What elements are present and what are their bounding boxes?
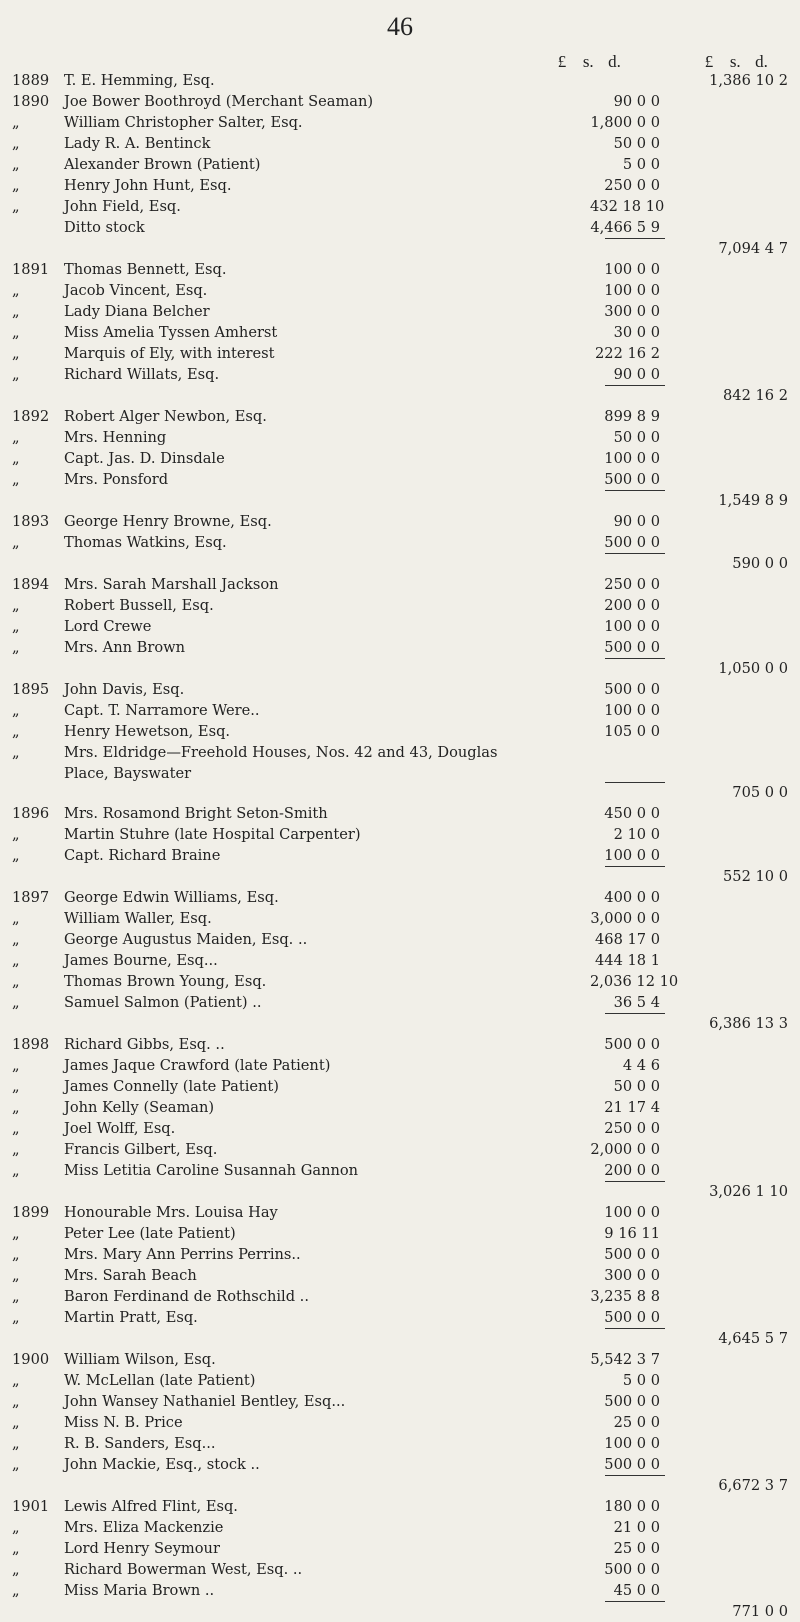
page-number: 46 (387, 12, 413, 41)
entry-amount: 100 0 0 (604, 1435, 660, 1452)
year-total: 4,645 5 7 (718, 1330, 788, 1347)
entry-amount: 500 0 0 (604, 681, 660, 698)
donation-row (0, 616, 800, 637)
donor-name: Mrs. Henning (64, 429, 167, 446)
subtotal-row (0, 490, 800, 511)
donor-name: William Wilson, Esq. (64, 1351, 216, 1368)
year-total: 705 0 0 (732, 784, 788, 801)
donation-row (0, 196, 800, 217)
donor-name: Thomas Brown Young, Esq. (64, 973, 267, 990)
entry-amount: 90 0 0 (613, 93, 660, 110)
donor-name: Honourable Mrs. Louisa Hay (64, 1204, 278, 1221)
entry-year: „ (12, 847, 20, 864)
entry-amount: 100 0 0 (604, 450, 660, 467)
entry-year: 1892 (12, 408, 50, 425)
entry-year: „ (12, 1582, 20, 1599)
donation-row (0, 217, 800, 238)
entry-year: „ (12, 1288, 20, 1305)
subtotal-row (0, 1601, 800, 1622)
entry-amount: 500 0 0 (604, 1036, 660, 1053)
donation-row (0, 1244, 800, 1265)
donation-row (0, 763, 800, 782)
donor-name: Capt. T. Narramore Were.. (64, 702, 260, 719)
entry-amount: 2,036 12 10 (590, 973, 679, 990)
entry-year: „ (12, 177, 20, 194)
donation-row (0, 154, 800, 175)
donor-name: Richard Bowerman West, Esq. .. (64, 1561, 303, 1578)
entry-amount: 25 0 0 (613, 1414, 660, 1431)
entry-year: 1900 (12, 1351, 50, 1368)
donation-row (0, 950, 800, 971)
entry-amount: 90 0 0 (613, 366, 660, 383)
entry-year: „ (12, 826, 20, 843)
entry-year: „ (12, 597, 20, 614)
entry-year: „ (12, 114, 20, 131)
entry-year: „ (12, 1078, 20, 1095)
entry-amount: 432 18 10 (590, 198, 665, 215)
entry-amount: 2,000 0 0 (590, 1141, 660, 1158)
entry-year: 1897 (12, 889, 50, 906)
donation-row (0, 1412, 800, 1433)
entry-year: „ (12, 702, 20, 719)
entry-year: „ (12, 910, 20, 927)
header-pence: d. (608, 52, 621, 71)
donation-row (0, 1517, 800, 1538)
donation-row (0, 1433, 800, 1454)
entry-amount: 4 4 6 (622, 1057, 660, 1074)
entry-year: „ (12, 324, 20, 341)
entry-year: 1896 (12, 805, 50, 822)
year-total: 6,672 3 7 (718, 1477, 788, 1494)
donation-row (0, 427, 800, 448)
entry-year: „ (12, 723, 20, 740)
entry-amount: 468 17 0 (595, 931, 660, 948)
donor-name: William Christopher Salter, Esq. (64, 114, 303, 131)
entry-amount: 500 0 0 (604, 471, 660, 488)
donor-name: Robert Bussell, Esq. (64, 597, 214, 614)
year-total: 842 16 2 (723, 387, 788, 404)
donation-row (0, 1286, 800, 1307)
entry-year: 1901 (12, 1498, 50, 1515)
entry-year: 1899 (12, 1204, 50, 1221)
year-total: 771 0 0 (732, 1603, 788, 1620)
entry-year: „ (12, 952, 20, 969)
subtotal-row (0, 385, 800, 406)
subtotal-row (0, 1181, 800, 1202)
donation-row (0, 1538, 800, 1559)
donor-name: T. E. Hemming, Esq. (64, 72, 215, 89)
entry-amount: 250 0 0 (604, 1120, 660, 1137)
entry-amount: 2 10 0 (613, 826, 660, 843)
donation-row (0, 1391, 800, 1412)
entry-amount: 50 0 0 (613, 429, 660, 446)
donation-row (0, 91, 800, 112)
entry-amount: 200 0 0 (604, 597, 660, 614)
donor-name: Mrs. Sarah Marshall Jackson (64, 576, 279, 593)
entry-amount: 5 0 0 (622, 156, 660, 173)
donation-row (0, 1139, 800, 1160)
donor-name: Thomas Watkins, Esq. (64, 534, 227, 551)
entry-amount: 50 0 0 (613, 1078, 660, 1095)
entry-amount: 3,000 0 0 (590, 910, 660, 927)
entry-year: „ (12, 471, 20, 488)
donation-row (0, 322, 800, 343)
subtotal-row (0, 782, 800, 803)
donor-name: James Bourne, Esq... (64, 952, 218, 969)
entry-year: „ (12, 135, 20, 152)
donor-name: George Augustus Maiden, Esq. .. (64, 931, 308, 948)
entry-amount: 222 16 2 (595, 345, 660, 362)
donation-row (0, 469, 800, 490)
entry-amount: 36 5 4 (613, 994, 660, 1011)
donor-name: Mrs. Eliza Mackenzie (64, 1519, 224, 1536)
subtotal-rule (605, 385, 665, 386)
donor-name: Martin Pratt, Esq. (64, 1309, 198, 1326)
donor-name: Miss Letitia Caroline Susannah Gannon (64, 1162, 359, 1179)
donor-name: Lord Crewe (64, 618, 152, 635)
donor-name: Mrs. Ponsford (64, 471, 169, 488)
donation-row (0, 175, 800, 196)
donation-row (0, 803, 800, 824)
donation-row (0, 887, 800, 908)
subtotal-row (0, 553, 800, 574)
entry-amount: 3,235 8 8 (590, 1288, 660, 1305)
donor-name: Mrs. Rosamond Bright Seton-Smith (64, 805, 328, 822)
entry-amount: 899 8 9 (604, 408, 660, 425)
subtotal-row (0, 658, 800, 679)
donor-name: John Wansey Nathaniel Bentley, Esq... (64, 1393, 346, 1410)
entry-amount: 300 0 0 (604, 303, 660, 320)
entry-year: „ (12, 1057, 20, 1074)
donation-row (0, 280, 800, 301)
donation-row (0, 511, 800, 532)
donation-row (0, 1118, 800, 1139)
entry-year: „ (12, 429, 20, 446)
entry-year: „ (12, 1120, 20, 1137)
donation-row (0, 1496, 800, 1517)
donor-name: George Henry Browne, Esq. (64, 513, 272, 530)
entry-year: „ (12, 1414, 20, 1431)
header-pence: d. (755, 52, 768, 71)
donation-row (0, 364, 800, 385)
year-total: 6,386 13 3 (709, 1015, 788, 1032)
entry-year: 1894 (12, 576, 50, 593)
donor-name: Capt. Jas. D. Dinsdale (64, 450, 225, 467)
year-total: 1,549 8 9 (718, 492, 788, 509)
entry-amount: 21 0 0 (613, 1519, 660, 1536)
entry-amount: 5 0 0 (622, 1372, 660, 1389)
entry-year: „ (12, 994, 20, 1011)
entry-year: „ (12, 1372, 20, 1389)
donation-row (0, 929, 800, 950)
donation-row (0, 1559, 800, 1580)
entry-amount: 100 0 0 (604, 261, 660, 278)
donation-row (0, 679, 800, 700)
entry-year: „ (12, 1162, 20, 1179)
column-header-amount (551, 52, 626, 72)
year-total: 590 0 0 (732, 555, 788, 572)
donation-row (0, 845, 800, 866)
subtotal-row (0, 1475, 800, 1496)
donation-row (0, 595, 800, 616)
entry-year: „ (12, 1519, 20, 1536)
header-shillings: s. (729, 52, 741, 71)
donation-row (0, 448, 800, 469)
entry-amount: 90 0 0 (613, 513, 660, 530)
donation-row (0, 1307, 800, 1328)
donation-row (0, 1076, 800, 1097)
entry-year: „ (12, 1141, 20, 1158)
subtotal-rule (605, 1328, 665, 1329)
donor-name: Marquis of Ely, with interest (64, 345, 275, 362)
donor-name: Mrs. Ann Brown (64, 639, 186, 656)
entry-year: „ (12, 618, 20, 635)
donor-name: Mrs. Mary Ann Perrins Perrins.. (64, 1246, 301, 1263)
donor-name: W. McLellan (late Patient) (64, 1372, 256, 1389)
entry-year: 1889 (12, 72, 50, 89)
entry-amount: 30 0 0 (613, 324, 660, 341)
entry-amount: 500 0 0 (604, 1393, 660, 1410)
entry-amount: 45 0 0 (613, 1582, 660, 1599)
donation-row (0, 992, 800, 1013)
donor-name: James Jaque Crawford (late Patient) (64, 1057, 331, 1074)
donor-name: George Edwin Williams, Esq. (64, 889, 279, 906)
donor-name: John Kelly (Seaman) (64, 1099, 215, 1116)
donation-row (0, 1055, 800, 1076)
entry-year: „ (12, 282, 20, 299)
donation-row (0, 908, 800, 929)
entry-amount: 100 0 0 (604, 282, 660, 299)
donor-name: Miss Maria Brown .. (64, 1582, 215, 1599)
entry-amount: 500 0 0 (604, 1309, 660, 1326)
donation-row (0, 1349, 800, 1370)
entry-year: 1895 (12, 681, 50, 698)
entry-amount: 1,800 0 0 (590, 114, 660, 131)
entry-amount: 100 0 0 (604, 1204, 660, 1221)
subtotal-row (0, 238, 800, 259)
entry-year: „ (12, 1561, 20, 1578)
column-header-total (698, 52, 773, 72)
donor-name: Richard Gibbs, Esq. .. (64, 1036, 225, 1053)
entry-year: „ (12, 1456, 20, 1473)
donor-name: Henry Hewetson, Esq. (64, 723, 231, 740)
subtotal-rule (605, 490, 665, 491)
donor-name: Henry John Hunt, Esq. (64, 177, 232, 194)
subtotal-rule (605, 1601, 665, 1602)
subtotal-row (0, 1013, 800, 1034)
donation-row (0, 721, 800, 742)
entry-year: „ (12, 1309, 20, 1326)
entry-amount: 105 0 0 (604, 723, 660, 740)
entry-amount: 400 0 0 (604, 889, 660, 906)
donor-name: Peter Lee (late Patient) (64, 1225, 236, 1242)
donor-name: Thomas Bennett, Esq. (64, 261, 227, 278)
header-shillings: s. (582, 52, 594, 71)
entry-year: „ (12, 156, 20, 173)
entry-amount: 500 0 0 (604, 1246, 660, 1263)
entry-year: „ (12, 1225, 20, 1242)
entry-amount: 50 0 0 (613, 135, 660, 152)
entry-amount: 500 0 0 (604, 1561, 660, 1578)
donor-name: Francis Gilbert, Esq. (64, 1141, 218, 1158)
entry-year: „ (12, 534, 20, 551)
year-total: 1,050 0 0 (718, 660, 788, 677)
entry-amount: 4,466 5 9 (590, 219, 660, 236)
entry-amount: 21 17 4 (604, 1099, 660, 1116)
entry-amount: 25 0 0 (613, 1540, 660, 1557)
donor-name: Miss Amelia Tyssen Amherst (64, 324, 278, 341)
donor-name: John Davis, Esq. (64, 681, 185, 698)
entry-year: „ (12, 931, 20, 948)
donation-row (0, 1160, 800, 1181)
donation-row (0, 406, 800, 427)
subtotal-rule (605, 1181, 665, 1182)
donor-name: Lewis Alfred Flint, Esq. (64, 1498, 238, 1515)
entry-amount: 100 0 0 (604, 702, 660, 719)
year-total: 552 10 0 (723, 868, 788, 885)
donor-name: James Connelly (late Patient) (64, 1078, 279, 1095)
donor-name: Joel Wolff, Esq. (64, 1120, 176, 1137)
entry-year: „ (12, 198, 20, 215)
entry-year: „ (12, 450, 20, 467)
entry-amount: 500 0 0 (604, 534, 660, 551)
year-total: 1,386 10 2 (709, 72, 788, 89)
donor-name: William Waller, Esq. (64, 910, 212, 927)
entry-year: „ (12, 639, 20, 656)
year-total: 7,094 4 7 (718, 240, 788, 257)
donor-name: Capt. Richard Braine (64, 847, 221, 864)
donor-name: Richard Willats, Esq. (64, 366, 220, 383)
entry-amount: 500 0 0 (604, 639, 660, 656)
entry-year: „ (12, 973, 20, 990)
donor-name: Martin Stuhre (late Hospital Carpenter) (64, 826, 361, 843)
subtotal-rule (605, 1475, 665, 1476)
entry-year: 1898 (12, 1036, 50, 1053)
subtotal-row (0, 1328, 800, 1349)
entry-year: „ (12, 1099, 20, 1116)
entry-amount: 500 0 0 (604, 1456, 660, 1473)
donation-row (0, 1454, 800, 1475)
donor-name: Jacob Vincent, Esq. (64, 282, 208, 299)
entry-amount: 5,542 3 7 (590, 1351, 660, 1368)
donor-name: Robert Alger Newbon, Esq. (64, 408, 267, 425)
entry-year: „ (12, 1540, 20, 1557)
donation-row (0, 112, 800, 133)
donation-row (0, 343, 800, 364)
donation-row (0, 1223, 800, 1244)
subtotal-rule (605, 866, 665, 867)
donation-row (0, 700, 800, 721)
donation-row (0, 1202, 800, 1223)
donation-row (0, 637, 800, 658)
subtotal-rule (605, 658, 665, 659)
donation-row (0, 824, 800, 845)
subtotal-rule (605, 1013, 665, 1014)
donor-name: Baron Ferdinand de Rothschild .. (64, 1288, 309, 1305)
donor-name: Joe Bower Boothroyd (Merchant Seaman) (64, 93, 374, 110)
donor-name: Ditto stock (64, 219, 145, 236)
donor-name: Miss N. B. Price (64, 1414, 183, 1431)
subtotal-row (0, 866, 800, 887)
entry-amount: 450 0 0 (604, 805, 660, 822)
donor-name: Mrs. Eldridge—Freehold Houses, Nos. 42 and 43, Douglas (64, 744, 498, 761)
header-pounds: £ (557, 52, 567, 71)
entry-amount: 180 0 0 (604, 1498, 660, 1515)
donor-name: Alexander Brown (Patient) (64, 156, 261, 173)
entry-year: „ (12, 1435, 20, 1452)
donation-row (0, 1265, 800, 1286)
donation-row (0, 1034, 800, 1055)
donation-row (0, 742, 800, 763)
entry-amount: 100 0 0 (604, 618, 660, 635)
donation-row (0, 574, 800, 595)
entry-amount: 250 0 0 (604, 576, 660, 593)
entry-year: „ (12, 1393, 20, 1410)
donation-row (0, 532, 800, 553)
entry-year: 1891 (12, 261, 50, 278)
donor-name: John Mackie, Esq., stock .. (64, 1456, 260, 1473)
entry-year: „ (12, 366, 20, 383)
entry-amount: 300 0 0 (604, 1267, 660, 1284)
entry-amount: 200 0 0 (604, 1162, 660, 1179)
donation-row (0, 1370, 800, 1391)
entry-amount: 100 0 0 (604, 847, 660, 864)
donor-name: R. B. Sanders, Esq... (64, 1435, 216, 1452)
donation-row (0, 133, 800, 154)
donation-row (0, 1097, 800, 1118)
donation-row (0, 971, 800, 992)
donation-row (0, 301, 800, 322)
donor-name: Place, Bayswater (64, 765, 192, 782)
donor-name: Mrs. Sarah Beach (64, 1267, 197, 1284)
donation-row (0, 1580, 800, 1601)
donor-name: John Field, Esq. (64, 198, 181, 215)
donation-row (0, 70, 800, 91)
entry-amount: 444 18 1 (595, 952, 660, 969)
subtotal-rule (605, 238, 665, 239)
year-total: 3,026 1 10 (709, 1183, 788, 1200)
subtotal-rule (605, 782, 665, 783)
donor-name: Lady Diana Belcher (64, 303, 210, 320)
donation-list (0, 70, 800, 1622)
header-pounds: £ (704, 52, 714, 71)
entry-amount: 250 0 0 (604, 177, 660, 194)
donor-name: Samuel Salmon (Patient) .. (64, 994, 262, 1011)
subtotal-rule (605, 553, 665, 554)
entry-year: 1893 (12, 513, 50, 530)
entry-year: „ (12, 744, 20, 761)
entry-year: „ (12, 345, 20, 362)
donation-row (0, 259, 800, 280)
entry-year: 1890 (12, 93, 50, 110)
entry-amount: 9 16 11 (604, 1225, 660, 1242)
entry-year: „ (12, 303, 20, 320)
entry-year: „ (12, 1267, 20, 1284)
entry-year: „ (12, 1246, 20, 1263)
donor-name: Lord Henry Seymour (64, 1540, 220, 1557)
donor-name: Lady R. A. Bentinck (64, 135, 211, 152)
